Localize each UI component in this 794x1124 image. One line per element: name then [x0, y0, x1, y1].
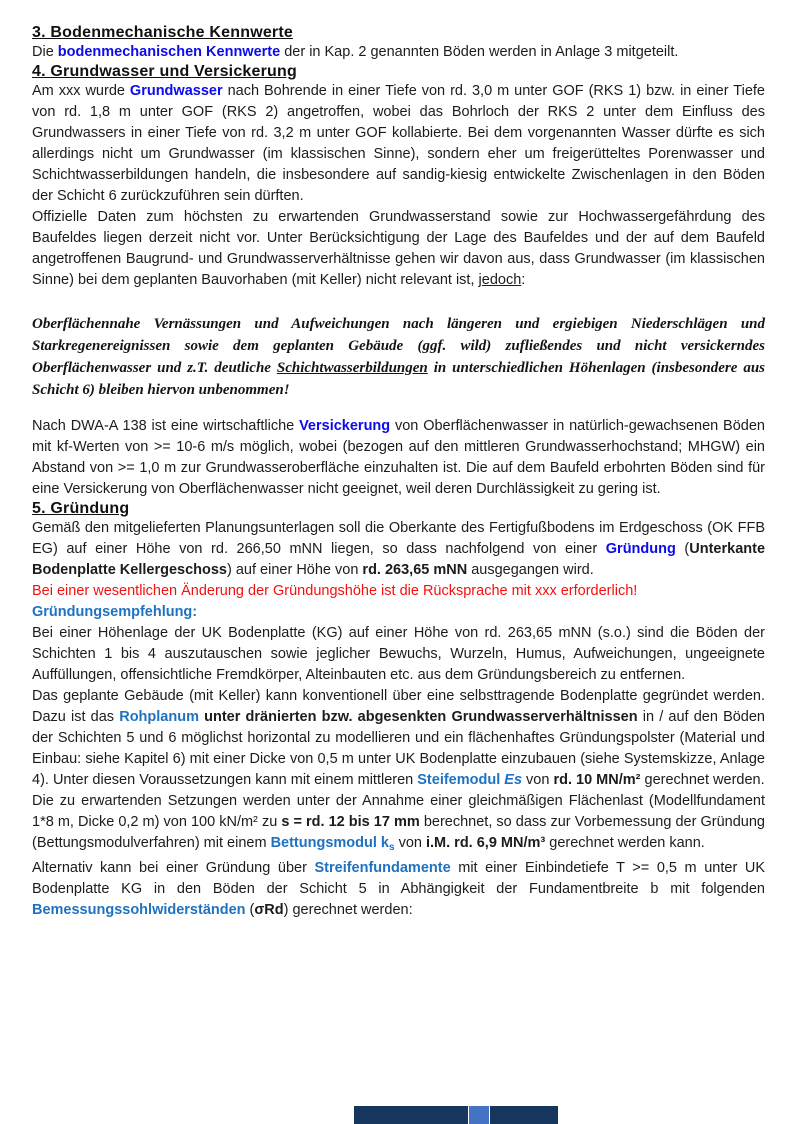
text-run: gerechnet werden. [640, 772, 765, 788]
paragraph-gruendung-hoehe [32, 518, 765, 581]
term-jedoch: jedoch [478, 272, 522, 288]
table-header-cell-fragment [354, 1106, 469, 1124]
text-run: berechnet, so dass zur Vorbemessung der Gründung (Bettungsmodulverfahren) mit einem [32, 814, 765, 851]
term-grundwasser: Grundwasser [129, 83, 223, 99]
term-sigma-rd: σRd [254, 902, 284, 918]
text-run: der in Kap. 2 genannten Böden werden in Anlage 3 mitgeteilt. [280, 44, 679, 60]
term-bettungsmodul-subscript-s: s [388, 842, 395, 853]
text-run: von [394, 835, 426, 851]
text-run: Die zu erwartenden Setzungen werden unter der Annahme einer gleichmäßigen Flächenlast (Modellfundament 1*8 m, Dicke 0,2 m) von 100 kN/m² zu [32, 793, 765, 830]
term-unterkante-bodenplatte: Unterkante Bodenplatte Kellergeschoss [32, 541, 766, 578]
text-run: ausgegangen wird. [467, 562, 594, 578]
text-run: Offizielle Daten zum höchsten zu erwartenden Grundwasserstand sowie zur Hochwassergefährdung des Baufeldes liegen derzeit nicht vor. Unter Berücksichtigung der Lage des Baufeldes und der auf dem Baufeld angetroffenen Baugrund- und Grundwasserverhältnisse gehen wir davon aus, dass Grundwasser (im klassischen Sinne) bei dem geplanten Bauvorhaben (mit Keller) nicht relevant ist, [32, 209, 765, 288]
text-run: von [522, 772, 554, 788]
term-gruendungsempfehlung: Gründungsempfehlung: [32, 604, 198, 620]
value-10-mn-m2: rd. 10 MN/m² [553, 772, 641, 788]
paragraph-offizielle-daten [32, 207, 765, 291]
truncated-table-header-fragment [354, 1106, 558, 1124]
heading-bodenmechanische-kennwerte: 3. Bodenmechanische Kennwerte [32, 24, 293, 41]
text-run: in unterschiedlichen Höhenlagen (insbesondere aus Schicht 6) bleiben hiervon unbenommen! [32, 360, 765, 398]
term-schichtwasserbildungen: Schichtwasserbildungen [276, 360, 428, 376]
heading-grundwasser-versickerung: 4. Grundwasser und Versickerung [32, 63, 297, 80]
value-263-65-mnn: rd. 263,65 mNN [362, 562, 468, 578]
paragraph-kennwerte [32, 42, 765, 63]
text-run: Die [32, 44, 58, 60]
text-run: Das geplante Gebäude (mit Keller) kann konventionell über eine selbsttragende Bodenplatte gegründet werden. Dazu ist das [32, 688, 765, 725]
text-run: mit einer Einbindetiefe T >= 0,5 m unter UK Bodenplatte KG in den Böden der Schicht 5 in Abhängigkeit der Fundamentbreite b mit folgenden [32, 860, 765, 897]
paragraph-gruendungsempfehlung-titel [32, 602, 765, 623]
paragraph-streifenfundamente [32, 858, 765, 921]
term-streifenfundamente: Streifenfundamente [314, 860, 451, 876]
term-bettungsmodul: Bettungsmodul k [270, 835, 389, 851]
value-setzung-12-17-mm: s = rd. 12 bis 17 mm [281, 814, 420, 830]
text-run: Nach DWA-A 138 ist eine wirtschaftliche [32, 418, 300, 434]
term-steifemodul: Steifemodul [417, 772, 505, 788]
value-6-9-mn-m3: i.M. rd. 6,9 MN/m³ [425, 835, 546, 851]
paragraph-rohplanum [32, 686, 765, 791]
term-bodenmechanische-kennwerte: bodenmechanischen Kennwerte [57, 44, 281, 60]
text-run: in / auf den Böden der Schichten 5 und 6 möglichst horizontal zu modellieren und ein flächenhaftes Gründungspolster (Material und Einbau: siehe Kapitel 6) mit einer Dicke von 0,5 m unter UK Bodenplatte einzubauen (siehe Systemskizze, Anlage 4). Unter diesen Voraussetzungen kann mit einem mittleren [32, 709, 765, 788]
text-run: Bei einer Höhenlage der UK Bodenplatte (KG) auf einer Höhe von rd. 263,65 mNN (s.o.) sind die Böden der Schichten 1 bis 4 auszutauschen sowie jeglicher Bewuchs, Wurzeln, Humus, Aufweichungen, ungeeignete Auffüllungen, offensichtliche Fremdkörper, Alteinbauten etc. aus dem Gründungsbereich zu entfernen. [32, 625, 765, 683]
text-run: Gemäß den mitgelieferten Planungsunterlagen soll die Oberkante des Fertigfußbodens im Erdgeschoss (OK FFB EG) auf einer Höhe von rd. 266,50 mNN liegen, so dass nachfolgend von einer [32, 520, 765, 557]
term-versickerung: Versickerung [299, 418, 391, 434]
table-header-cell-fragment [490, 1106, 558, 1124]
paragraph-bodenaustausch [32, 623, 765, 686]
term-bemessungssohlwiderstaende: Bemessungssohlwiderständen [32, 902, 246, 918]
term-gruendung: Gründung [605, 541, 676, 557]
text-run: ) auf einer Höhe von [227, 562, 363, 578]
text-run: ) gerechnet werden: [283, 902, 413, 918]
paragraph-grundwasser-befund [32, 81, 765, 207]
text-run: ( [675, 541, 690, 557]
paragraph-warnung-ruecksprache [32, 581, 765, 602]
term-draenierte-verhaeltnisse: unter dränierten bzw. abgesenkten Grundwasserverhältnissen [204, 709, 638, 725]
text-run: Bei einer wesentlichen Änderung der Gründungshöhe ist die Rücksprache mit xxx erforderlich! [32, 583, 638, 599]
heading-gruendung: 5. Gründung [32, 500, 130, 517]
paragraph-hinweis-vernaessungen [32, 313, 765, 401]
text-run: : [521, 272, 526, 288]
text-run: Oberflächennahe Vernässungen und Aufweichungen nach längeren und ergiebigen Niederschlägen und Starkregenereignissen sowie dem geplanten Gebäude (ggf. wild) zufließendes und nicht versickerndes Oberflächenwasser und z.T. deutliche [32, 316, 765, 376]
text-run: Am xxx wurde [32, 83, 130, 99]
text-run: gerechnet werden kann. [545, 835, 705, 851]
text-run: ( [245, 902, 255, 918]
text-run: nach Bohrende in einer Tiefe von rd. 3,0 m unter GOF (RKS 1) bzw. in einer Tiefe von rd. 1,8 m unter GOF (RKS 2) angetroffen, wobei das Bohrloch der RKS 2 unter dem Einfluss des Grundwassers in einer Tiefe von rd. 3,2 m unter GOF kollabierte. Bei dem vorgenannten Wasser dürfte es sich allerdings nicht um Grundwasser (im klassischen Sinne), sondern eher um freigerütteltes Porenwasser und Schichtwasserbildungen handeln, die insbesondere auf sandig-kiesig entwickelte Zwischenlagen in den Böden der Schicht 6 zurückzuführen sein dürften. [32, 83, 765, 204]
paragraph-setzungen [32, 791, 765, 858]
text-run: von Oberflächenwasser in natürlich-gewachsenen Böden mit kf-Werten von >= 10-6 m/s möglich, wobei (bezogen auf den mittleren Grundwasserhochstand; MHGW) ein Abstand von >= 1,0 m zur Grundwasseroberfläche einzuhalten ist. Die auf dem Baufeld erbohrten Böden sind für eine Versickerung von Oberflächenwasser nicht geeignet, weil deren Durchlässigkeit zu gering ist. [32, 418, 765, 497]
text-run: Alternativ kann bei einer Gründung über [32, 860, 315, 876]
term-rohplanum: Rohplanum [119, 709, 199, 725]
term-steifemodul-es: Es [504, 772, 523, 788]
table-header-cell-fragment [469, 1106, 490, 1124]
paragraph-versickerung [32, 416, 765, 500]
